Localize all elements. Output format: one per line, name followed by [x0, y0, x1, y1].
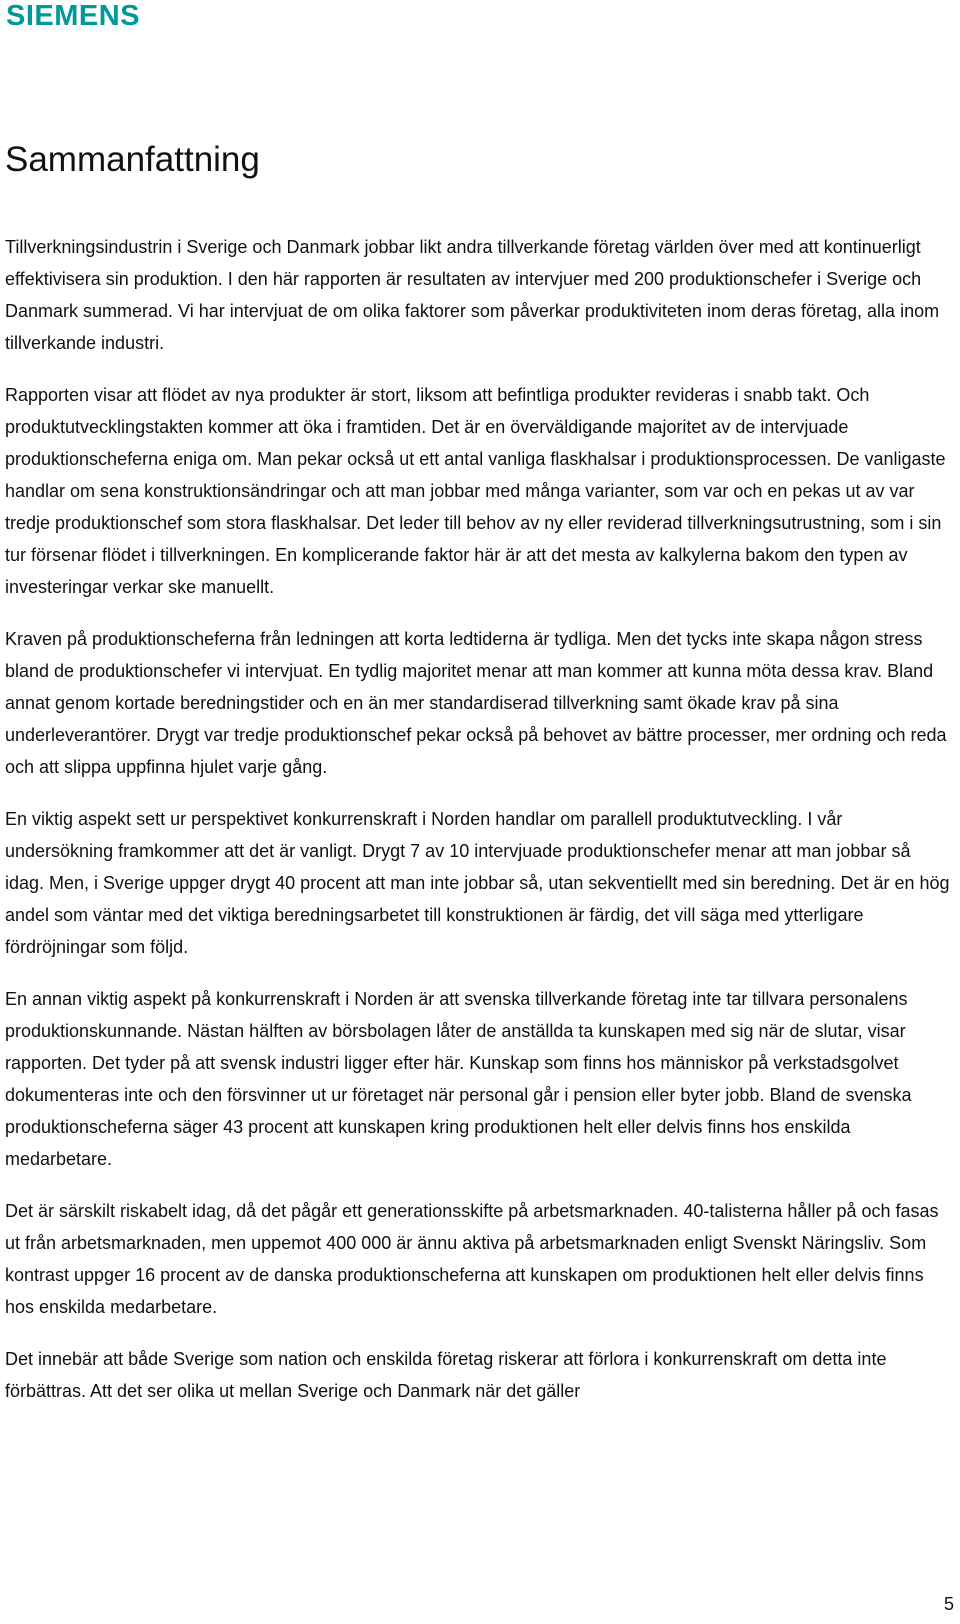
paragraph: En annan viktig aspekt på konkurrenskraft i Norden är att svenska tillverkande företag inte tar tillvara personalens produktionskunnande. Nästan hälften av börsbolagen låter de anställda ta kunskapen med sig när de slutar, visar rapporten. Det tyder på att svensk industri ligger efter här. Kunskap som finns hos människor på verkstadsgolvet dokumenteras inte och den försvinner ut ur företaget när personal går i pension eller byter jobb. Bland de svenska produktionscheferna säger 43 procent att kunskapen kring produktionen helt eller delvis finns hos enskilda medarbetare.	[5, 989, 912, 1169]
paragraph: Det är särskilt riskabelt idag, då det pågår ett generationsskifte på arbetsmarknaden. 40-talisterna håller på och fasas ut från arbetsmarknaden, men uppemot 400 000 är ännu aktiva på arbetsmarknaden enligt Svenskt Näringsliv. Som kontrast uppger 16 procent av de danska produktionscheferna att kunskapen om produktionen helt eller delvis finns hos enskilda medarbetare.	[5, 1201, 939, 1317]
siemens-logo: SIEMENS	[6, 0, 141, 32]
paragraph: Kraven på produktionscheferna från ledningen att korta ledtiderna är tydliga. Men det tycks inte skapa någon stress bland de produktionschefer vi intervjuat. En tydlig majoritet menar att man kommer att kunna möta dessa krav. Bland annat genom kortade beredningstider och en än mer standardiserad tillverkning samt ökade krav på sina underleverantörer. Drygt var tredje produktionschef pekar också på behovet av bättre processer, mer ordning och reda och att slippa uppfinna hjulet varje gång.	[5, 629, 947, 777]
paragraph: Det innebär att både Sverige som nation och enskilda företag riskerar att förlora i konkurrenskraft om detta inte förbättras. Att det ser olika ut mellan Sverige och Danmark när det gäller	[5, 1349, 887, 1401]
document-body	[5, 231, 950, 1427]
paragraph: Tillverkningsindustrin i Sverige och Danmark jobbar likt andra tillverkande företag världen över med att kontinuerligt effektivisera sin produktion. I den här rapporten är resultaten av intervjuer med 200 produktionschefer i Sverige och Danmark summerad. Vi har intervjuat de om olika faktorer som påverkar produktiviteten inom deras företag, alla inom tillverkande industri.	[5, 237, 940, 353]
paragraph: En viktig aspekt sett ur perspektivet konkurrenskraft i Norden handlar om parallell produktutveckling. I vår undersökning framkommer att det är vanligt. Drygt 7 av 10 intervjuade produktionschefer menar att man jobbar så idag. Men, i Sverige uppger drygt 40 procent att man inte jobbar så, utan sekventiellt med sin beredning. Det är en hög andel som väntar med det viktiga beredningsarbetet till konstruktionen är färdig, det vill säga med ytterligare fördröjningar som följd.	[5, 809, 950, 957]
page-number: 5	[943, 1594, 954, 1614]
paragraph: Rapporten visar att flödet av nya produkter är stort, liksom att befintliga produkter revideras i snabb takt. Och produktutvecklingstakten kommer att öka i framtiden. Det är en överväldigande majoritet av de intervjuade produktionscheferna eniga om. Man pekar också ut ett antal vanliga flaskhalsar i produktionsprocessen. De vanligaste handlar om sena konstruktionsändringar och att man jobbar med många varianter, som var och en pekas ut av var tredje produktionschef som stora flaskhalsar. Det leder till behov av ny eller reviderad tillverkningsutrustning, som i sin tur försenar flödet i tillverkningen. En komplicerande faktor här är att det mesta av kalkylerna bakom den typen av investeringar verkar ske manuellt.	[5, 385, 946, 597]
page-title: Sammanfattning	[5, 140, 260, 179]
